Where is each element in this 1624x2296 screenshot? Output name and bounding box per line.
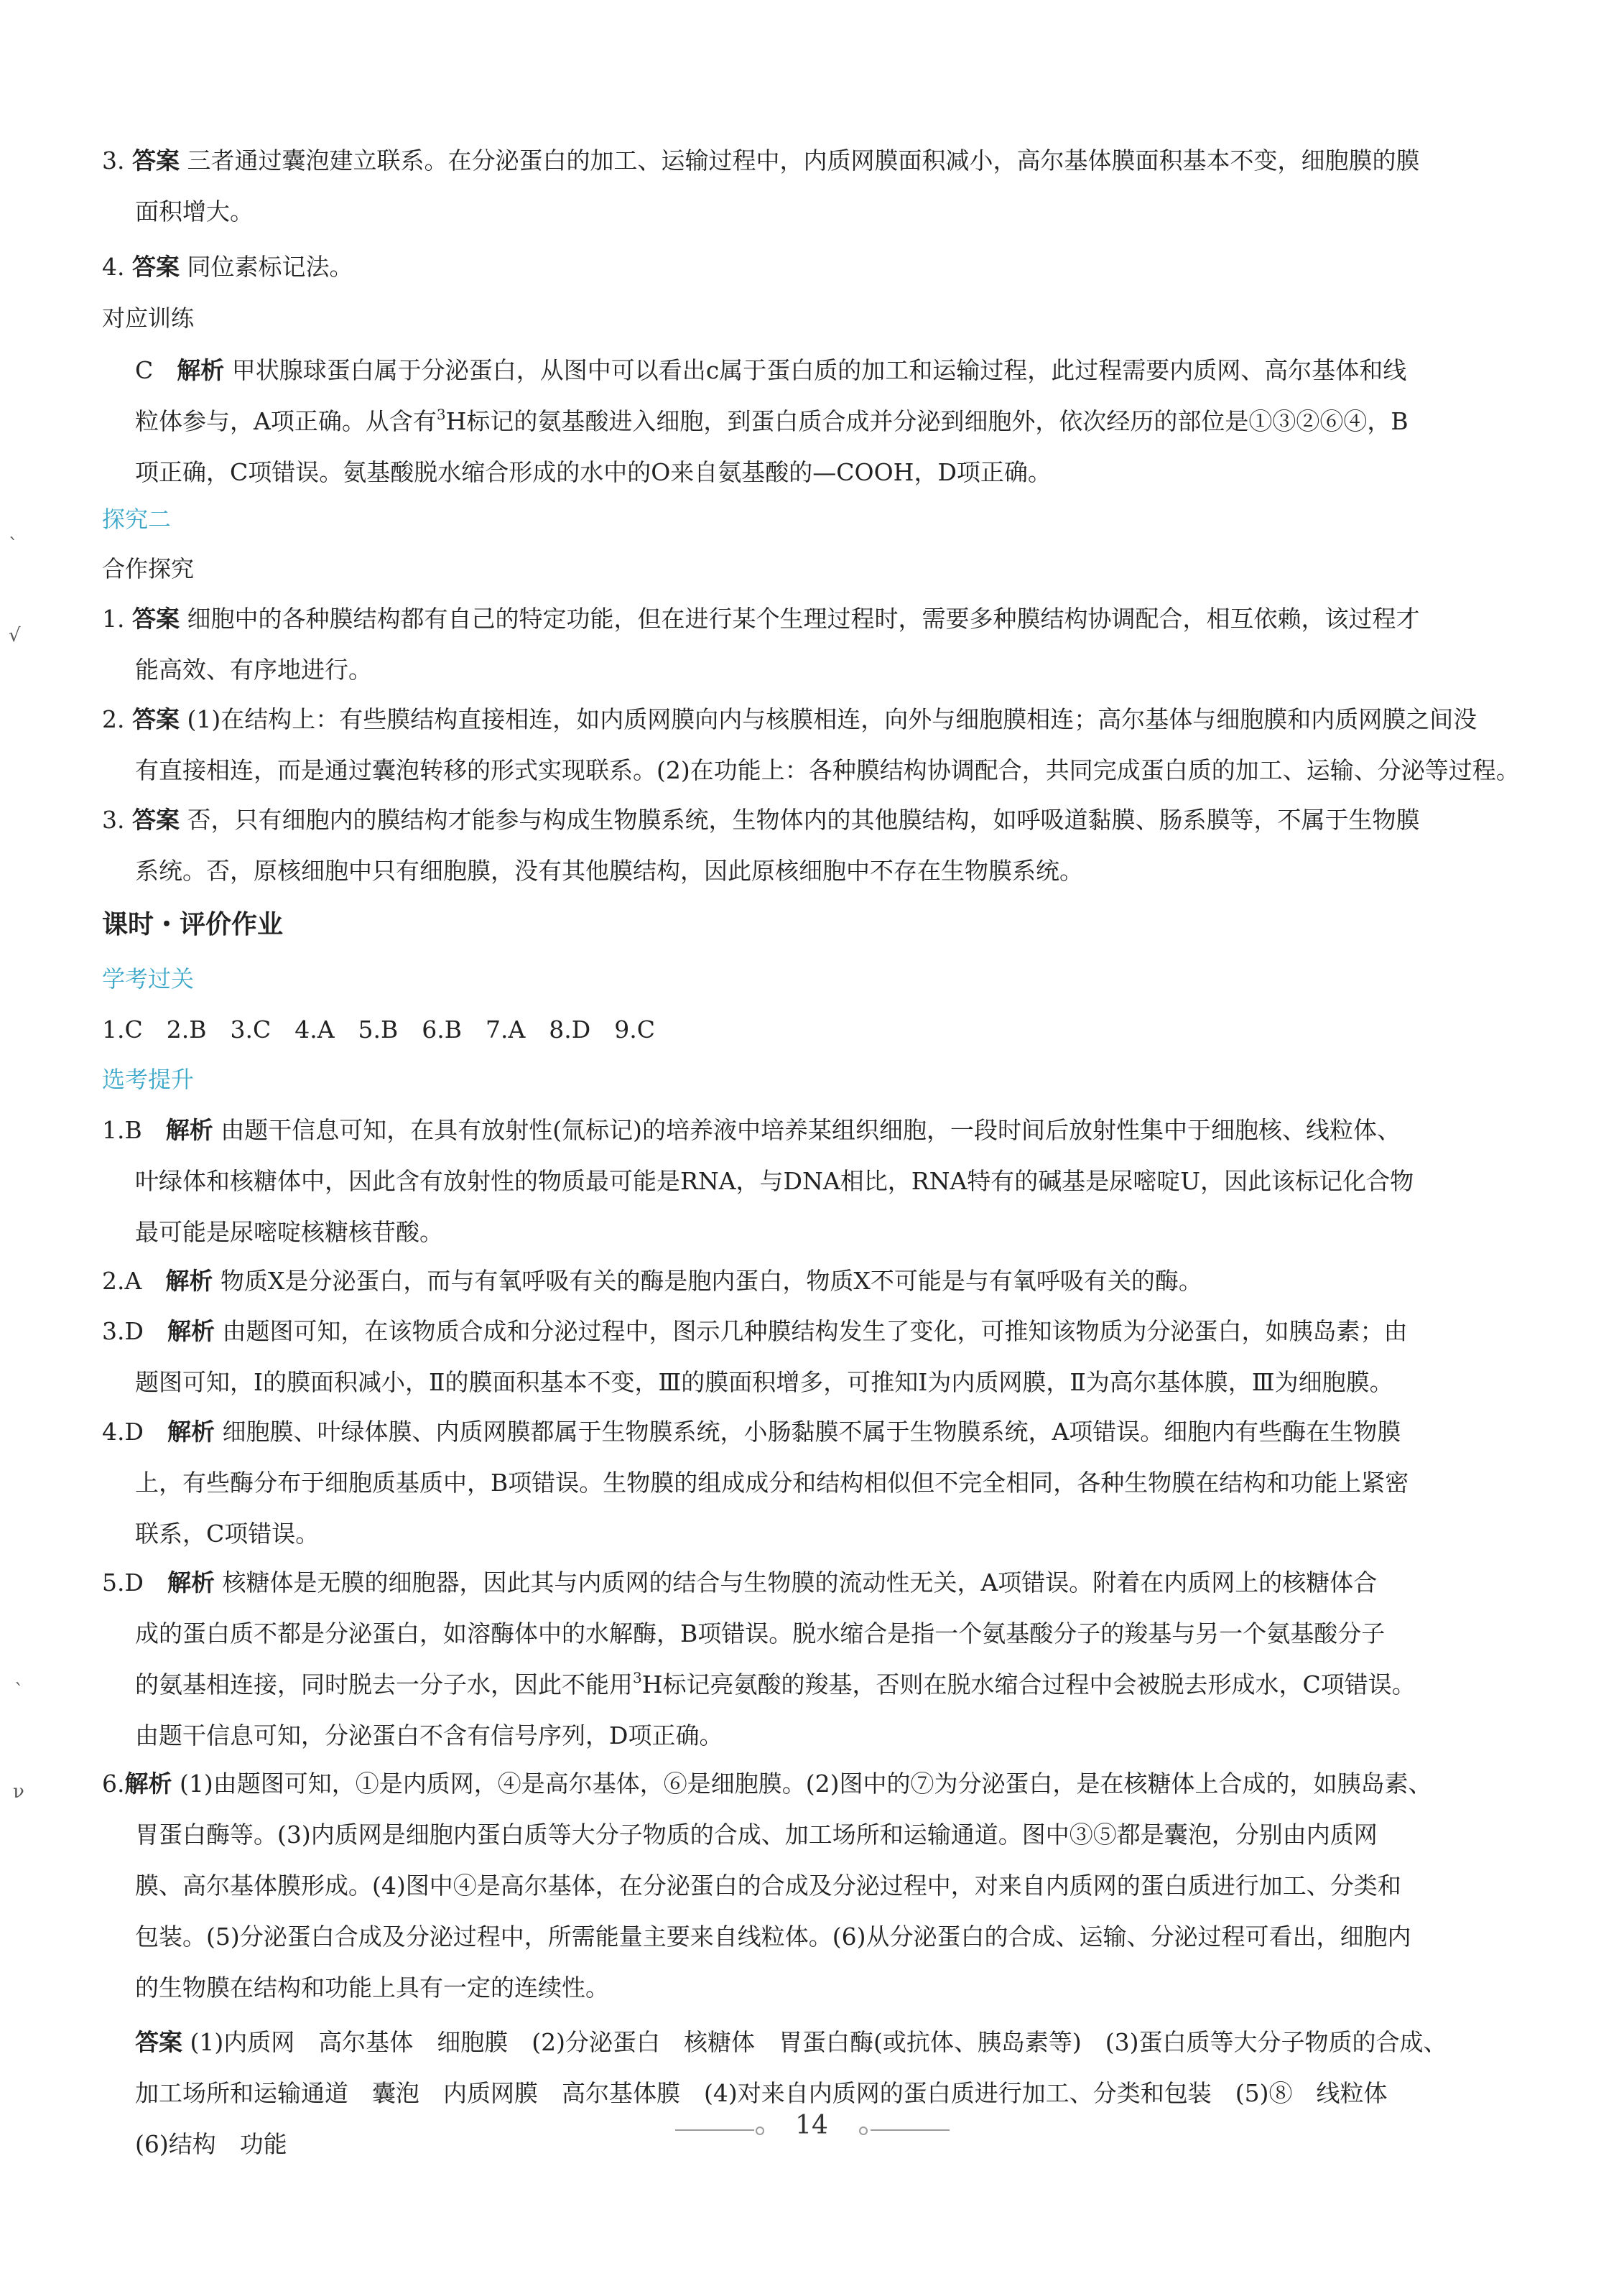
superscript: 3: [633, 1669, 642, 1686]
answer-text: (6)结构 功能: [135, 2130, 287, 2158]
scan-mark: `: [14, 1681, 24, 1702]
analysis-text: 由题图可知，在该物质合成和分泌过程中，图示几种膜结构发生了变化，可推知该物质为分泌蛋白，如胰岛素；由: [222, 1317, 1408, 1345]
analysis-text: 由题干信息可知，分泌蛋白不含有信号序列，D项正确。: [135, 1721, 723, 1749]
section-heading-advanced: 选考提升: [102, 1066, 195, 1093]
analysis-text: 胃蛋白酶等。(3)内质网是细胞内蛋白质等大分子物质的合成、加工场所和运输通道。图中③⑤都是囊泡，分别由内质网: [135, 1821, 1378, 1849]
answer-label: 答案: [132, 253, 180, 281]
analysis-text: 联系，C项错误。: [135, 1520, 320, 1548]
answer-item-4: [102, 241, 1543, 292]
analysis-text: 物质X是分泌蛋白，而与有氧呼吸有关的酶是胞内蛋白，物质X不可能是与有氧呼吸有关的酶。: [220, 1267, 1202, 1295]
item-number: 4.: [102, 253, 125, 281]
item-number: 5.D: [102, 1568, 144, 1596]
item-number: 1.: [102, 605, 125, 633]
analysis-text: H标记的氨基酸进入细胞，到蛋白质合成并分泌到细胞外，依次经历的部位是①③②⑥④，B: [445, 407, 1409, 435]
basic-answer-list: 1.C 2.B 3.C 4.A 5.B 6.B 7.A 8.D 9.C: [102, 1015, 655, 1044]
page-footer: [0, 2108, 1624, 2151]
analysis-text: 核糖体是无膜的细胞器，因此其与内质网的结合与生物膜的流动性无关，A项错误。附着在内质网上的核糖体合: [222, 1568, 1378, 1596]
scan-mark: ν: [13, 1781, 24, 1803]
analysis-text: 甲状腺球蛋白属于分泌蛋白，从图中可以看出c属于蛋白质的加工和运输过程，此过程需要内质网、高尔基体和线: [231, 356, 1407, 384]
advanced-answer-2: [102, 1255, 1543, 1306]
analysis-text: 的氨基相连接，同时脱去一分子水，因此不能用: [135, 1670, 633, 1698]
coop-answer-2: [102, 694, 1543, 796]
item-number: 3.: [102, 806, 125, 834]
answer-text: 能高效、有序地进行。: [135, 656, 372, 684]
analysis-label: 解析: [167, 1418, 215, 1446]
analysis-text: 细胞膜、叶绿体膜、内质网膜都属于生物膜系统，小肠黏膜不属于生物膜系统，A项错误。细胞内有些酶在生物膜: [222, 1418, 1401, 1446]
scan-mark: `: [9, 535, 18, 557]
section-heading-explore-two: 探究二: [102, 506, 172, 533]
item-number: 2.A: [102, 1267, 142, 1295]
item-number: 2.: [102, 705, 125, 733]
advanced-answer-1: [102, 1105, 1543, 1258]
answer-text: 系统。否，原核细胞中只有细胞膜，没有其他膜结构，因此原核细胞中不存在生物膜系统。: [135, 857, 1083, 885]
advanced-answer-6: [102, 1758, 1543, 2013]
footer-ornament-right: [859, 2127, 868, 2135]
answer-label: 答案: [132, 806, 180, 834]
coop-answer-1: [102, 593, 1543, 695]
answer-text: 三者通过囊泡建立联系。在分泌蛋白的加工、运输过程中，内质网膜面积减小，高尔基体膜面积基本不变，细胞膜的膜: [187, 147, 1420, 175]
advanced-answer-4: [102, 1406, 1543, 1559]
advanced-answer-3: [102, 1306, 1543, 1408]
analysis-text: 膜、高尔基体膜形成。(4)图中④是高尔基体，在分泌蛋白的合成及分泌过程中，对来自内质网的蛋白质进行加工、分类和: [135, 1872, 1401, 1900]
section-heading-cooperative: 合作探究: [102, 555, 195, 582]
analysis-text: 最可能是尿嘧啶核糖核苷酸。: [135, 1218, 443, 1246]
item-number: 3.D: [102, 1317, 144, 1345]
footer-ornament-left: [756, 2127, 764, 2135]
answer-label: 答案: [132, 605, 180, 633]
analysis-label: 解析: [124, 1770, 172, 1798]
analysis-text: H标记亮氨酸的羧基，否则在脱水缩合过程中会被脱去形成水，C项错误。: [641, 1670, 1416, 1698]
answer-label: 答案: [132, 147, 180, 175]
answer-text: 否，只有细胞内的膜结构才能参与构成生物膜系统，生物体内的其他膜结构，如呼吸道黏膜、肠系膜等，不属于生物膜: [187, 806, 1420, 834]
advanced-answer-5: [102, 1557, 1543, 1761]
analysis-text: 成的蛋白质不都是分泌蛋白，如溶酶体中的水解酶，B项错误。脱水缩合是指一个氨基酸分子的羧基与另一个氨基酸分子: [135, 1619, 1386, 1647]
answer-text: (1)内质网 高尔基体 细胞膜 (2)分泌蛋白 核糖体 胃蛋白酶(或抗体、胰岛素等) (3)蛋白质等大分子物质的合成、: [190, 2028, 1447, 2056]
training-answer: [102, 345, 1543, 498]
answer-text: 加工场所和运输通道 囊泡 内质网膜 高尔基体膜 (4)对来自内质网的蛋白质进行加工、分类和包装 (5)⑧ 线粒体: [135, 2079, 1388, 2107]
analysis-text: 由题干信息可知，在具有放射性(氚标记)的培养液中培养某组织细胞，一段时间后放射性集中于细胞核、线粒体、: [221, 1116, 1401, 1144]
section-heading-training: 对应训练: [102, 305, 195, 332]
footer-rule-right: [871, 2129, 950, 2131]
section-heading-homework: 课时・评价作业: [102, 910, 284, 939]
analysis-label: 解析: [167, 1568, 215, 1596]
analysis-text: 粒体参与，A项正确。从含有: [135, 407, 437, 435]
answer-text: 细胞中的各种膜结构都有自己的特定功能，但在进行某个生理过程时，需要多种膜结构协调配合，相互依赖，该过程才: [187, 605, 1420, 633]
answer-label: 答案: [135, 2028, 182, 2056]
answer-text: (1)在结构上：有些膜结构直接相连，如内质网膜向内与核膜相连，向外与细胞膜相连；高尔基体与细胞膜和内质网膜之间没: [187, 705, 1477, 733]
answer-text: 有直接相连，而是通过囊泡转移的形式实现联系。(2)在功能上：各种膜结构协调配合，共同完成蛋白质的加工、运输、分泌等过程。: [135, 756, 1520, 784]
analysis-label: 解析: [177, 356, 225, 384]
analysis-text: 上，有些酶分布于细胞质基质中，B项错误。生物膜的组成成分和结构相似但不完全相同，各种生物膜在结构和功能上紧密: [135, 1469, 1409, 1497]
item-number: 4.D: [102, 1418, 144, 1446]
answer-item-3: [102, 135, 1543, 237]
scan-mark: √: [9, 625, 21, 646]
analysis-text: (1)由题图可知，①是内质网，④是高尔基体，⑥是细胞膜。(2)图中的⑦为分泌蛋白，是在核糖体上合成的，如胰岛素、: [180, 1770, 1432, 1798]
item-number: 1.B: [102, 1116, 142, 1144]
choice-answer: C: [135, 356, 154, 384]
analysis-text: 题图可知，Ⅰ的膜面积减小，Ⅱ的膜面积基本不变，Ⅲ的膜面积增多，可推知Ⅰ为内质网膜，Ⅱ为高尔基体膜，Ⅲ为细胞膜。: [135, 1368, 1393, 1396]
answer-text: 面积增大。: [135, 197, 254, 226]
answer-text: 同位素标记法。: [187, 253, 353, 281]
superscript: 3: [436, 406, 446, 423]
page-number: 14: [795, 2111, 828, 2140]
analysis-text: 项正确，C项错误。氨基酸脱水缩合形成的水中的O来自氨基酸的—COOH，D项正确。: [135, 458, 1052, 486]
answer-label: 答案: [132, 705, 180, 733]
section-heading-basic: 学考过关: [102, 965, 195, 993]
coop-answer-3: [102, 794, 1543, 896]
analysis-text: 的生物膜在结构和功能上具有一定的连续性。: [135, 1974, 609, 2002]
analysis-text: 包装。(5)分泌蛋白合成及分泌过程中，所需能量主要来自线粒体。(6)从分泌蛋白的合成、运输、分泌过程可看出，细胞内: [135, 1923, 1411, 1951]
analysis-label: 解析: [165, 1267, 213, 1295]
item-number: 6.: [102, 1770, 125, 1798]
analysis-label: 解析: [167, 1317, 215, 1345]
analysis-label: 解析: [165, 1116, 213, 1144]
footer-rule-left: [675, 2129, 754, 2131]
analysis-text: 叶绿体和核糖体中，因此含有放射性的物质最可能是RNA，与DNA相比，RNA特有的碱基是尿嘧啶U，因此该标记化合物: [135, 1167, 1414, 1195]
item-number: 3.: [102, 147, 125, 175]
